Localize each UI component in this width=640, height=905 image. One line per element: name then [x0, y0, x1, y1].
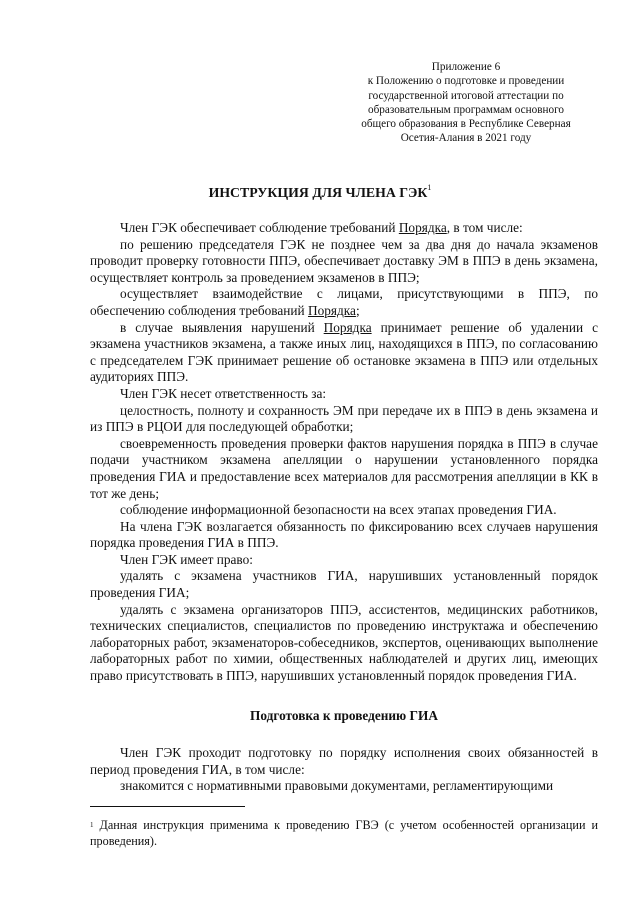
- poryadok-link[interactable]: Порядка: [398, 220, 447, 235]
- paragraph: по решению председателя ГЭК не позднее чем за два дня до начала экзаменов проводит проверку готовности ППЭ, обеспечивает доставку ЭМ в ППЭ в день экзамена, осуществляет контроль за проведением экзаменов в ППЭ;: [90, 236, 598, 285]
- paragraph: Член ГЭК проходит подготовку по порядку исполнения своих обязанностей в период проведения ГИА, в том числе:: [90, 745, 598, 777]
- paragraph: соблюдение информационной безопасности на всех этапах проведения ГИА.: [120, 502, 557, 518]
- paragraph: [90, 220, 598, 237]
- paragraph: знакомится с нормативными правовыми документами, регламентирующими: [120, 778, 554, 794]
- poryadok-link[interactable]: Порядка: [307, 302, 356, 318]
- footnote: [90, 817, 598, 849]
- paragraph-text: Член ГЭК обеспечивает соблюдение требований: [120, 220, 399, 235]
- paragraph-text: принимает решение об удалении с экзамена участников экзамена, а также иных лиц, находящихся в ППЭ, по согласованию с председателем ГЭК принимает решение об остановке экзамена в ППЭ или отдельных аудиториях ППЭ.: [90, 319, 598, 385]
- section-subtitle: Подготовка к проведению ГИА: [250, 707, 438, 723]
- appendix-line: к Положению о подготовке и проведении: [367, 75, 565, 88]
- title-text: ИНСТРУКЦИЯ ДЛЯ ЧЛЕНА ГЭК: [208, 185, 428, 200]
- document-body: [90, 220, 598, 795]
- paragraph: [90, 320, 598, 386]
- poryadok-link[interactable]: Порядка: [323, 319, 372, 335]
- footnote-mark: 1: [90, 821, 94, 829]
- document-title: [90, 185, 550, 201]
- footnote-separator: [90, 806, 245, 807]
- paragraph-text: , в том числе:: [446, 220, 523, 235]
- paragraph: своевременность проведения проверки фактов нарушения порядка в ППЭ в случае подачи участником экзамена апелляции о нарушении установленного порядка проведения ГИА и предоставление всех материалов для рассмотрения апелляции в КК в тот же день;: [90, 435, 598, 501]
- appendix-line: Приложение 6: [431, 61, 501, 73]
- title-footnote-mark: 1: [427, 183, 432, 192]
- paragraph: Член ГЭК имеет право:: [120, 551, 253, 567]
- appendix-line: образовательным программам основного: [368, 103, 564, 116]
- footnote-text: Данная инструкция применима к проведению ГВЭ (с учетом особенностей организации и проведения).: [90, 818, 598, 848]
- appendix-line: общего образования в Республике Северная: [361, 118, 571, 131]
- appendix-line: государственной итоговой аттестации по: [368, 89, 564, 102]
- paragraph-text: в случае выявления нарушений: [120, 319, 324, 335]
- paragraph: [90, 286, 598, 319]
- paragraph-text: ;: [355, 302, 360, 318]
- paragraph: удалять с экзамена организаторов ППЭ, ассистентов, медицинских работников, технических специалистов, специалистов по проведению инструктажа и обеспечению лабораторных работ, экзаменаторов-собеседников, экспертов, оценивающих выполнение лабораторных работ по химии, общественных наблюдателей и других лиц, имеющих право присутствовать в ППЭ, нарушивших установленный порядок проведения ГИА.: [90, 601, 598, 684]
- paragraph: На члена ГЭК возлагается обязанность по фиксированию всех случаев нарушения порядка проведения ГИА в ППЭ.: [90, 518, 598, 551]
- paragraph: Член ГЭК несет ответственность за:: [120, 385, 327, 401]
- appendix-line: Осетия-Алания в 2021 году: [400, 132, 532, 145]
- appendix-header: [350, 60, 582, 146]
- paragraph: целостность, полноту и сохранность ЭМ при передаче их в ППЭ в день экзамена и из ППЭ в РЦОИ для последующей обработки;: [90, 402, 598, 435]
- paragraph-text: осуществляет взаимодействие с лицами, присутствующими в ППЭ, по обеспечению соблюдения требований: [90, 286, 598, 318]
- paragraph: удалять с экзамена участников ГИА, нарушивших установленный порядок проведения ГИА;: [90, 568, 598, 601]
